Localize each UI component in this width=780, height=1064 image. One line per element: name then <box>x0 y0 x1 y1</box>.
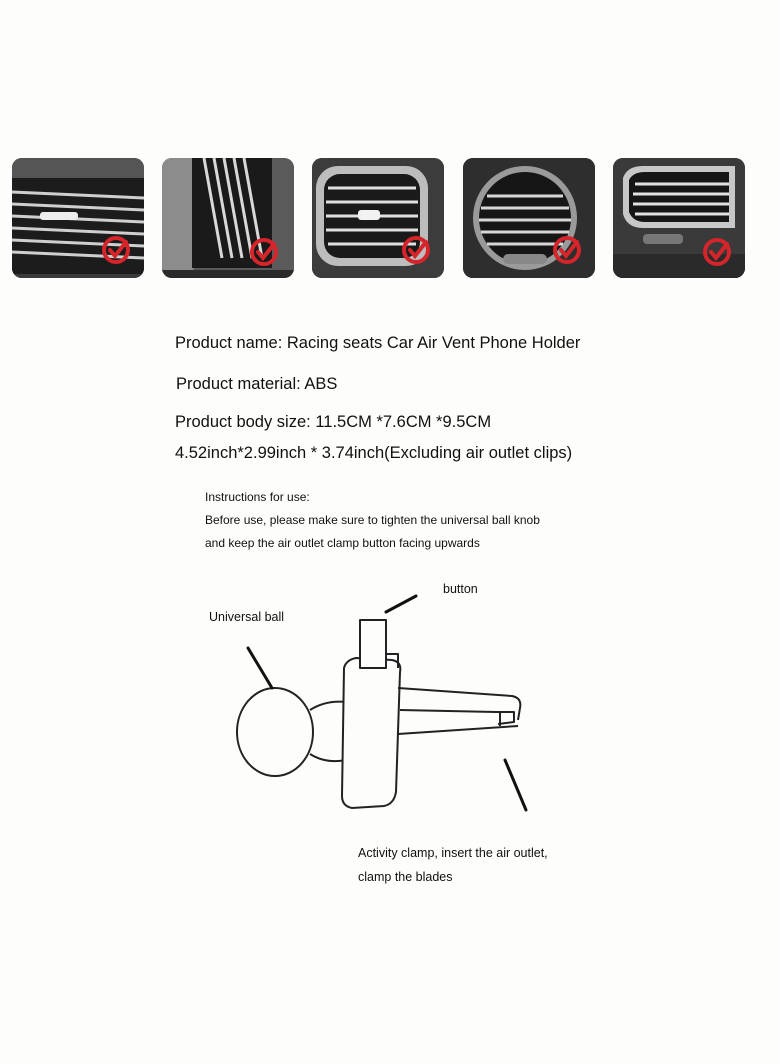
check-badge-icon <box>400 234 432 266</box>
product-name: Product name: Racing seats Car Air Vent Phone Holder <box>175 334 581 352</box>
product-material: Product material: ABS <box>176 375 338 393</box>
universal-ball-label: Universal ball <box>209 610 285 624</box>
product-size-cm: Product body size: 11.5CM *7.6CM *9.5CM <box>175 413 492 431</box>
button-label: button <box>443 582 478 596</box>
vent-photo-rectangular <box>613 158 745 278</box>
product-size-inch: 4.52inch*2.99inch * 3.74inch(Excluding air outlet clips) <box>175 444 573 462</box>
instructions-line-1: Before use, please make sure to tighten the universal ball knob <box>205 513 540 527</box>
check-badge-icon <box>248 236 280 268</box>
instructions-heading: Instructions for use: <box>205 490 310 504</box>
clamp-label-line-2: clamp the blades <box>358 870 453 884</box>
vent-photo-vertical <box>162 158 294 278</box>
instructions-line-2: and keep the air outlet clamp button facing upwards <box>205 536 480 550</box>
check-badge-icon <box>100 234 132 266</box>
check-badge-icon <box>701 236 733 268</box>
vent-photo-horizontal <box>12 158 144 278</box>
vent-thumbnail-row <box>0 156 780 282</box>
clamp-label-line-1: Activity clamp, insert the air outlet, <box>358 846 548 860</box>
phone-holder-diagram <box>0 560 780 900</box>
vent-photo-rounded-square <box>312 158 444 278</box>
check-badge-icon <box>551 234 583 266</box>
vent-photo-round <box>463 158 595 278</box>
